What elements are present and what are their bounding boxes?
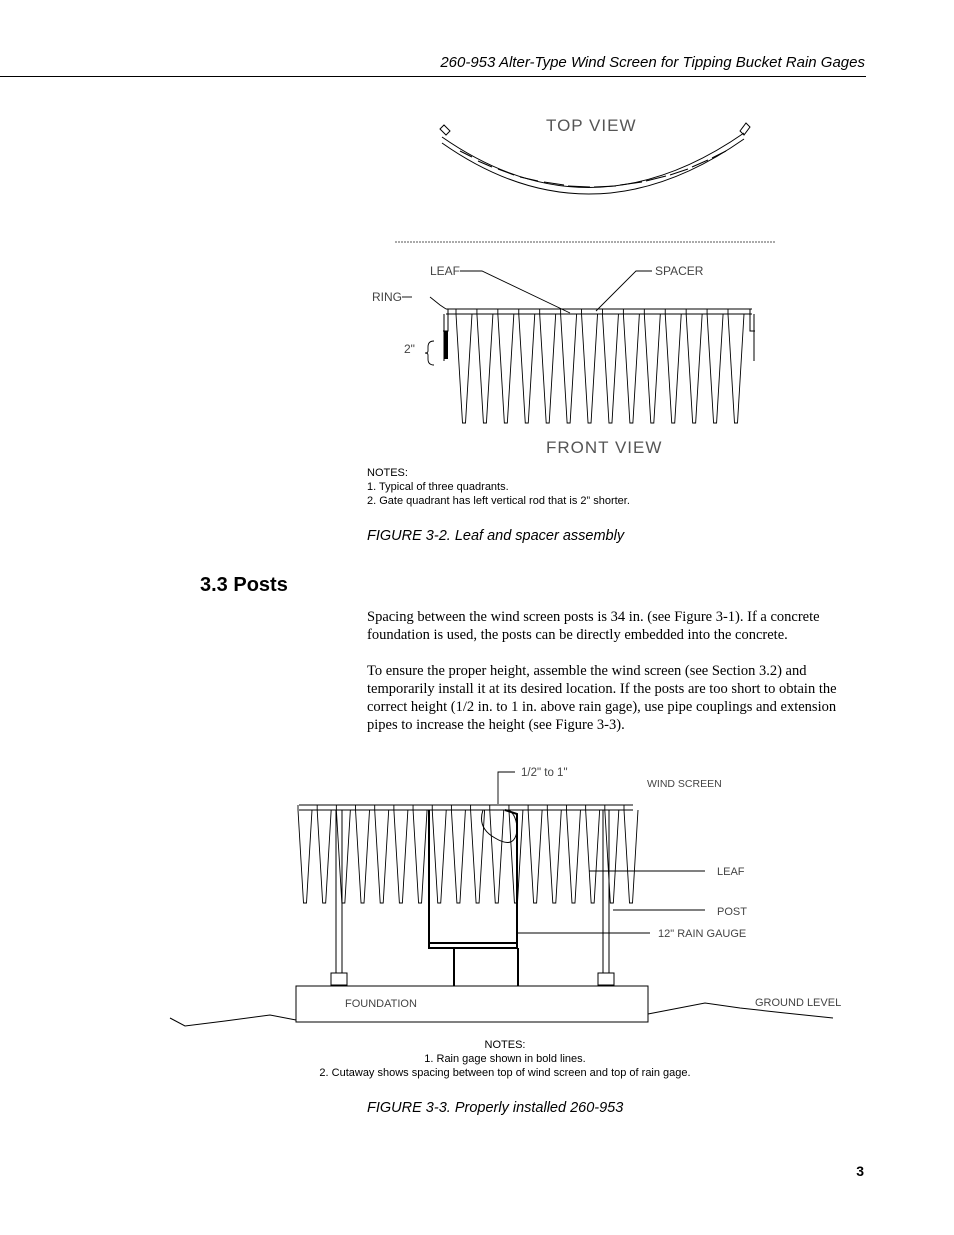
leaf-label: LEAF <box>430 264 461 278</box>
leaf-shape <box>317 810 331 903</box>
leaf-shape <box>605 810 619 903</box>
leaf-shape <box>561 314 577 423</box>
notes-item: 1. Rain gage shown in bold lines. <box>424 1053 586 1065</box>
leaf-shape <box>490 810 504 903</box>
leaf-shape <box>665 314 681 423</box>
running-header: 260-953 Alter-Type Wind Screen for Tipping Bucket Rain Gages <box>440 54 865 71</box>
leaf-shape <box>728 314 744 423</box>
body-paragraph: To ensure the proper height, assemble the wind screen (see Section 3.2) and temporarily install it at its desired location. If the posts are too short to obtain the correct height (1/2 in. to 1 in. above rain gage), use pipe couplings and extension pipes to increase the height (see Figure 3-3). <box>367 663 837 733</box>
rain-gauge-label: 12" RAIN GAUGE <box>658 928 747 940</box>
notes-item: 2. Cutaway shows spacing between top of wind screen and top of rain gage. <box>319 1067 691 1079</box>
leaf-shape <box>356 810 370 903</box>
spacer-label: SPACER <box>655 264 704 278</box>
post-label: POST <box>717 906 747 918</box>
figure-3-2-notes <box>367 466 630 508</box>
leaf-shape <box>547 810 561 903</box>
ring-label: RING <box>372 290 402 304</box>
leaf-label: LEAF <box>717 866 745 878</box>
header-rule <box>0 76 866 77</box>
top-view-label: TOP VIEW <box>546 116 637 135</box>
notes-heading: NOTES: <box>367 467 408 479</box>
leaf-shape <box>394 810 408 903</box>
leaf-shape <box>586 810 600 903</box>
leaf-shape <box>509 810 523 903</box>
leaf-shape <box>623 314 639 423</box>
figure-3-3-notes <box>290 1038 720 1080</box>
leaf-shape <box>375 810 389 903</box>
front-view-label: FRONT VIEW <box>546 438 663 457</box>
leaf-shape <box>336 810 350 903</box>
leaf-shape <box>582 314 598 423</box>
notes-item: 1. Typical of three quadrants. <box>367 481 509 493</box>
leaf-spacer-drawing <box>360 105 790 465</box>
notes-heading: NOTES: <box>484 1039 526 1051</box>
leaf-shape <box>602 314 618 423</box>
leaf-shape <box>498 314 514 423</box>
leaf-shape <box>456 314 472 423</box>
page-number: 3 <box>856 1163 864 1179</box>
leaf-shape <box>707 314 723 423</box>
leaf-shape <box>298 810 312 903</box>
spacing-label: 1/2" to 1" <box>521 767 568 779</box>
leaf-shape <box>413 810 427 903</box>
leaf-shape <box>686 314 702 423</box>
foundation-label: FOUNDATION <box>345 998 417 1010</box>
wind-screen-label: WIND SCREEN <box>647 778 722 790</box>
leaf-shape <box>451 810 465 903</box>
notes-item: 2. Gate quadrant has left vertical rod that is 2” shorter. <box>367 495 630 507</box>
body-paragraph: Spacing between the wind screen posts is 34 in. (see Figure 3-1). If a concrete foundation is used, the posts can be directly embedded into the concrete. <box>367 609 820 643</box>
installed-drawing <box>165 758 845 1038</box>
leaf-shape <box>566 810 580 903</box>
figure-3-2-caption: FIGURE 3-2. Leaf and spacer assembly <box>367 528 625 544</box>
ground-level-label: GROUND LEVEL <box>755 997 842 1009</box>
section-heading: 3.3 Posts <box>200 574 288 596</box>
leaf-shape <box>624 810 638 903</box>
leaf-shape <box>528 810 542 903</box>
leaf-shape <box>519 314 535 423</box>
leaf-shape <box>432 810 446 903</box>
figure-3-3-caption: FIGURE 3-3. Properly installed 260-953 <box>367 1100 624 1116</box>
leaf-shape <box>644 314 660 423</box>
leaf-shape <box>477 314 493 423</box>
leaf-shape <box>540 314 556 423</box>
dimension-label: 2" <box>404 342 415 356</box>
